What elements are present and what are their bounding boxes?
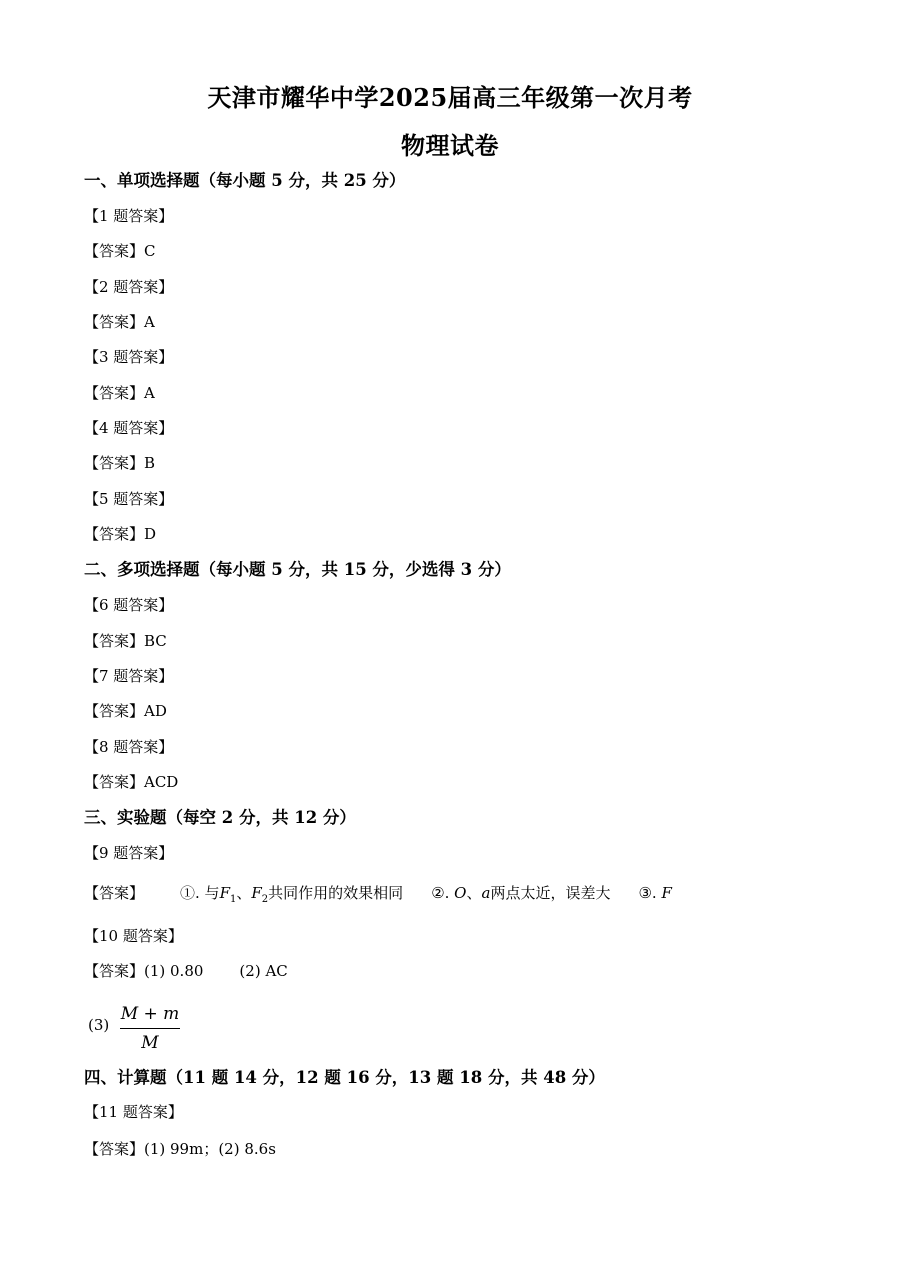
question-label: 【8 题答案】 <box>84 738 174 756</box>
answer-part-3-prefix: ③. <box>638 884 662 902</box>
fraction-bar <box>120 1028 180 1029</box>
question-label: 【1 题答案】 <box>84 207 174 225</box>
fraction-numerator: M + m <box>120 1004 180 1024</box>
answer-part-3-label: (3) <box>88 1016 110 1034</box>
question-label: 【3 题答案】 <box>84 348 174 366</box>
separator: 、 <box>236 884 252 902</box>
force-f2-symbol: F <box>251 884 262 902</box>
question-label: 【9 题答案】 <box>84 844 174 862</box>
question-label: 【2 题答案】 <box>84 278 174 296</box>
answer-line: 【答案】BC <box>84 632 167 650</box>
force-f-symbol: F <box>661 884 672 902</box>
answer-prefix: 【答案】 <box>84 884 145 902</box>
page-subtitle: 物理试卷 <box>401 131 499 160</box>
answer-line: 【答案】D <box>84 525 157 543</box>
answer-line: 【答案】B <box>84 454 156 472</box>
answer-part-2: (2) AC <box>239 962 288 980</box>
fraction-denominator: M <box>141 1033 159 1053</box>
section-heading-single-choice: 一、单项选择题（每小题 5 分，共 25 分） <box>84 171 406 190</box>
answer-line: 【答案】A <box>84 313 155 331</box>
point-o-symbol: O <box>454 884 467 902</box>
question-label: 【5 题答案】 <box>84 490 174 508</box>
separator: 、 <box>466 884 482 902</box>
fraction-formula <box>120 1003 180 1054</box>
question-label: 【11 题答案】 <box>84 1103 183 1121</box>
answer-part-2-text: 两点太近，误差大 <box>490 884 611 902</box>
answer-line: 【答案】AD <box>84 702 167 720</box>
answer-line: 【答案】C <box>84 242 156 260</box>
answer-part-2-prefix: ②. <box>431 884 455 902</box>
answer-part-1-text: 共同作用的效果相同 <box>268 884 404 902</box>
answer-line: 【答案】ACD <box>84 773 179 791</box>
section-heading-multiple-choice: 二、多项选择题（每小题 5 分，共 15 分，少选得 3 分） <box>84 560 511 579</box>
answer-part-1: 【答案】(1) 0.80 <box>84 962 204 980</box>
section-heading-experiment: 三、实验题（每空 2 分，共 12 分） <box>84 808 356 827</box>
force-f1-subscript: 1 <box>229 894 237 905</box>
section-heading-calculation: 四、计算题（11 题 14 分，12 题 16 分，13 题 18 分，共 48 分） <box>84 1068 605 1087</box>
question-label: 【4 题答案】 <box>84 419 174 437</box>
question-label: 【10 题答案】 <box>84 927 183 945</box>
answer-line: 【答案】A <box>84 384 155 402</box>
question-label: 【7 题答案】 <box>84 667 174 685</box>
page-title: 天津市耀华中学2025届高三年级第一次月考 <box>207 83 693 112</box>
force-f2-subscript: 2 <box>261 894 269 905</box>
question-label: 【6 题答案】 <box>84 596 174 614</box>
answer-part-1-prefix: ①. 与 <box>180 884 220 902</box>
answer-line-q10 <box>84 960 288 982</box>
answer-line: 【答案】(1) 99m；(2) 8.6s <box>84 1140 276 1158</box>
answer-line-q9 <box>84 882 672 911</box>
point-a-symbol: a <box>481 884 491 902</box>
force-f1-symbol: F <box>219 884 230 902</box>
